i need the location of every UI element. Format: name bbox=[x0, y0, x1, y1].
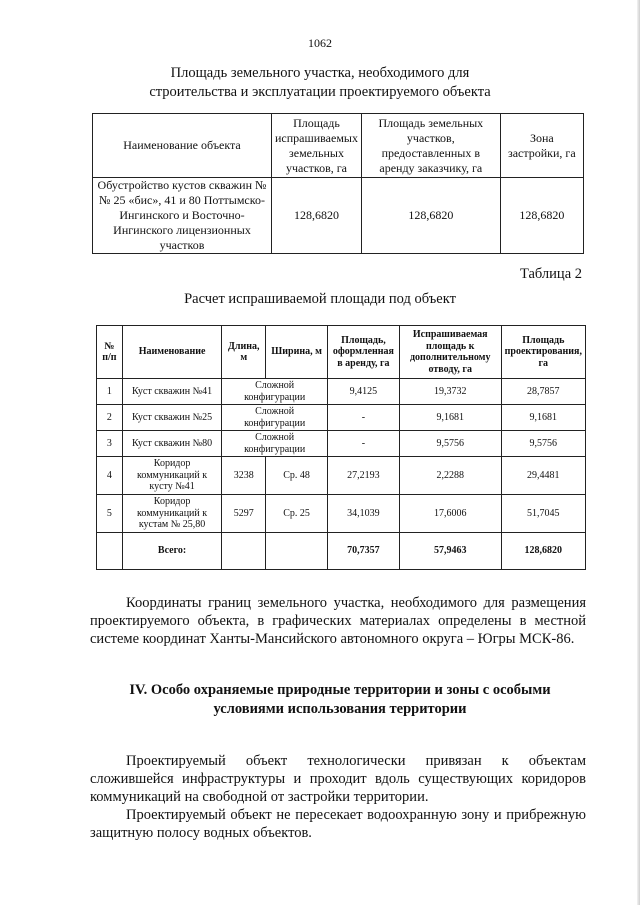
row-extra: 19,3732 bbox=[399, 379, 501, 405]
total-lease: 70,7357 bbox=[327, 533, 399, 570]
table-header-row bbox=[97, 326, 586, 379]
row-lease: - bbox=[327, 405, 399, 431]
row-dimensions: Сложной конфигурации bbox=[222, 405, 328, 431]
row-width: Ср. 25 bbox=[266, 495, 328, 533]
header-name: Наименование bbox=[122, 326, 222, 379]
header-requested-area: Площадь испрашиваемых земельных участков, га bbox=[272, 114, 362, 178]
row-proj: 9,1681 bbox=[501, 405, 585, 431]
coordinates-paragraph: Координаты границ земельного участка, необходимого для размещения проектируемого объекта, в графических материалах определены в местной системе координат Ханты-Мансийского автономного округа – Югры МСК-86. bbox=[90, 595, 586, 647]
total-extra: 57,9463 bbox=[399, 533, 501, 570]
heading-line-1: Площадь земельного участка, необходимого для bbox=[170, 65, 470, 81]
leased-area-cell: 128,6820 bbox=[361, 178, 500, 254]
row-num: 2 bbox=[97, 405, 123, 431]
total-proj: 128,6820 bbox=[501, 533, 585, 570]
row-extra: 17,6006 bbox=[399, 495, 501, 533]
row-proj: 29,4481 bbox=[501, 457, 585, 495]
table2-label: Таблица 2 bbox=[519, 266, 582, 282]
row-proj: 9,5756 bbox=[501, 431, 585, 457]
total-length-empty bbox=[222, 533, 266, 570]
total-width-empty bbox=[266, 533, 328, 570]
row-name: Куст скважин №80 bbox=[122, 431, 222, 457]
header-object-name: Наименование объекта bbox=[93, 114, 272, 178]
row-length: 3238 bbox=[222, 457, 266, 495]
object-name-cell: Обустройство кустов скважин №№ 25 «бис», 41 и 80 Поттымско-Ингинского и Восточно-Ингинского лицензионных участков bbox=[93, 178, 272, 254]
row-lease: 27,2193 bbox=[327, 457, 399, 495]
header-length: Длина, м bbox=[222, 326, 266, 379]
land-area-table bbox=[92, 113, 584, 254]
row-num: 1 bbox=[97, 379, 123, 405]
section-title: IV. Особо охраняемые природные территории и зоны с особыми условиями использования территории bbox=[129, 682, 551, 717]
row-num: 5 bbox=[97, 495, 123, 533]
header-leased-area: Площадь, оформленная в аренду, га bbox=[327, 326, 399, 379]
table-row bbox=[97, 405, 586, 431]
total-label: Всего: bbox=[122, 533, 222, 570]
header-leased-area: Площадь земельных участков, предоставленных в аренду заказчику, га bbox=[361, 114, 500, 178]
row-extra: 9,1681 bbox=[399, 405, 501, 431]
row-num: 3 bbox=[97, 431, 123, 457]
land-area-heading bbox=[80, 64, 560, 102]
table-row bbox=[97, 495, 586, 533]
header-project-area: Площадь проектирования, га bbox=[501, 326, 585, 379]
row-num: 4 bbox=[97, 457, 123, 495]
header-extra-area: Испрашиваемая площадь к дополнительному отводу, га bbox=[399, 326, 501, 379]
row-extra: 2,2288 bbox=[399, 457, 501, 495]
table-row bbox=[97, 431, 586, 457]
table-total-row bbox=[97, 533, 586, 570]
table-row bbox=[97, 457, 586, 495]
table-row bbox=[97, 379, 586, 405]
row-name: Куст скважин №25 bbox=[122, 405, 222, 431]
row-lease: - bbox=[327, 431, 399, 457]
row-extra: 9,5756 bbox=[399, 431, 501, 457]
row-name: Куст скважин №41 bbox=[122, 379, 222, 405]
paragraph-2: Проектируемый объект не пересекает водоохранную зону и прибрежную защитную полосу водных объектов. bbox=[90, 807, 586, 841]
row-width: Ср. 48 bbox=[266, 457, 328, 495]
page-number: 1062 bbox=[308, 36, 332, 50]
table2-title: Расчет испрашиваемой площади под объект bbox=[184, 291, 456, 307]
row-proj: 51,7045 bbox=[501, 495, 585, 533]
header-num: № п/п bbox=[97, 326, 123, 379]
table-row bbox=[93, 178, 584, 254]
row-proj: 28,7857 bbox=[501, 379, 585, 405]
area-calculation-table bbox=[96, 325, 586, 570]
heading-line-2: строительства и эксплуатации проектируемого объекта bbox=[149, 84, 491, 100]
header-width: Ширина, м bbox=[266, 326, 328, 379]
header-building-zone: Зона застройки, га bbox=[500, 114, 583, 178]
row-name: Коридор коммуникаций к кусту №41 bbox=[122, 457, 222, 495]
requested-area-cell: 128,6820 bbox=[272, 178, 362, 254]
paragraph-1: Проектируемый объект технологически привязан к объектам сложившейся инфраструктуры и проходит вдоль существующих коридоров коммуникаций на свободной от застройки территории. bbox=[90, 753, 586, 805]
total-num-empty bbox=[97, 533, 123, 570]
table-header-row bbox=[93, 114, 584, 178]
row-dimensions: Сложной конфигурации bbox=[222, 379, 328, 405]
row-lease: 9,4125 bbox=[327, 379, 399, 405]
building-zone-cell: 128,6820 bbox=[500, 178, 583, 254]
row-length: 5297 bbox=[222, 495, 266, 533]
row-lease: 34,1039 bbox=[327, 495, 399, 533]
row-dimensions: Сложной конфигурации bbox=[222, 431, 328, 457]
row-name: Коридор коммуникаций к кустам № 25,80 bbox=[122, 495, 222, 533]
